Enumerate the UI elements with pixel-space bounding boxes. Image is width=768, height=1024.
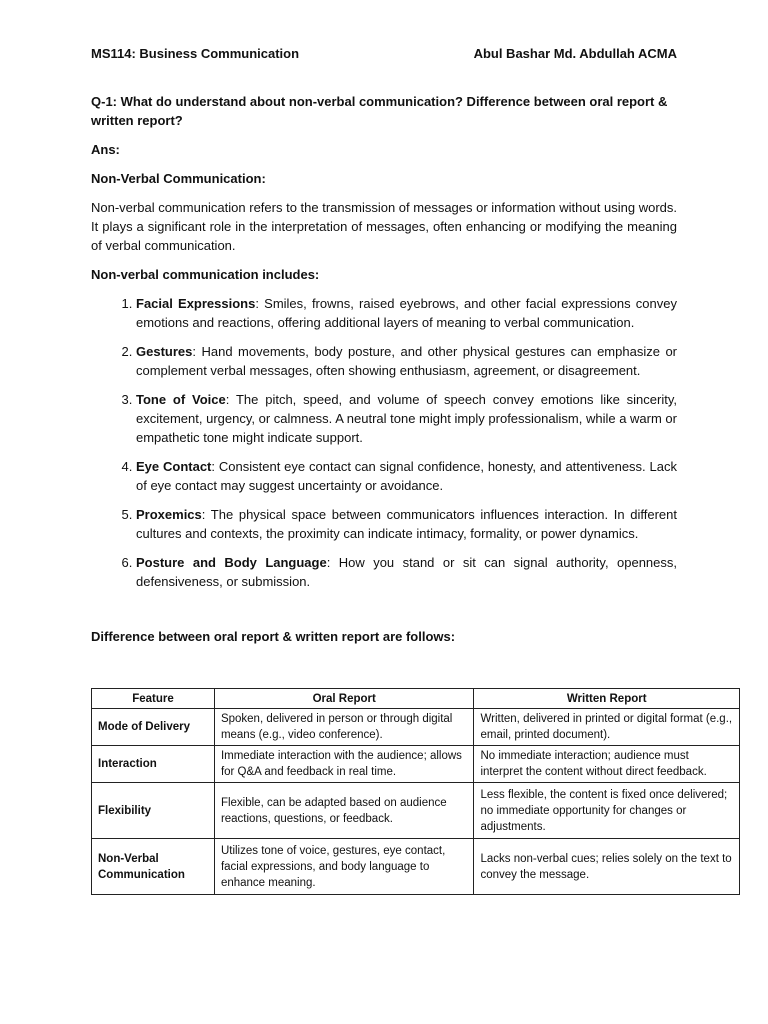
table-row <box>92 783 740 839</box>
list-item <box>136 342 677 380</box>
list-item <box>136 390 677 447</box>
list-item-desc: : How you stand or sit can signal authority, openness, defensiveness, or submission. <box>136 555 677 589</box>
list-item-term: Facial Expressions <box>136 296 256 311</box>
list-item <box>136 505 677 543</box>
oral-cell: Utilizes tone of voice, gestures, eye contact, facial expressions, and body language to enhance meaning. <box>214 839 474 895</box>
definition-paragraph: Non-verbal communication refers to the transmission of messages or information without using words. It plays a significant role in the interpretation of messages, often enhancing or modifying the meaning of verbal communication. <box>91 200 677 253</box>
list-item-desc: : Smiles, frowns, raised eyebrows, and other facial expressions convey emotions and reactions, offering additional layers of meaning to verbal communication. <box>136 296 677 330</box>
includes-heading: Non-verbal communication includes: <box>91 267 320 282</box>
question-text: Q-1: What do understand about non-verbal communication? Difference between oral report & written report? <box>91 94 668 128</box>
oral-cell: Spoken, delivered in person or through digital means (e.g., video conference). <box>214 709 474 746</box>
written-cell: Written, delivered in printed or digital format (e.g., email, printed document). <box>474 709 740 746</box>
table-row <box>92 746 740 783</box>
feature-cell: Flexibility <box>92 783 215 839</box>
feature-cell: Non-Verbal Communication <box>92 839 215 895</box>
header-feature: Feature <box>92 689 215 709</box>
list-item-term: Proxemics <box>136 507 202 522</box>
list-item-desc: : The pitch, speed, and volume of speech convey emotions like sincerity, excitement, urgency, or calmness. A neutral tone might imply professionalism, while a warm or empathetic tone might indicate support. <box>136 392 677 445</box>
course-title: MS114: Business Communication <box>91 46 300 61</box>
feature-cell: Mode of Delivery <box>92 709 215 746</box>
list-item-desc: : The physical space between communicators influences interaction. In different cultures and contexts, the proximity can indicate intimacy, formality, or power dynamics. <box>136 507 677 541</box>
oral-cell: Flexible, can be adapted based on audience reactions, questions, or feedback. <box>214 783 474 839</box>
comparison-table <box>91 688 740 895</box>
list-item-desc: : Consistent eye contact can signal confidence, honesty, and attentiveness. Lack of eye contact may suggest uncertainty or avoidance. <box>136 459 677 493</box>
list-item <box>136 294 677 332</box>
oral-cell: Immediate interaction with the audience; allows for Q&A and feedback in real time. <box>214 746 474 783</box>
written-cell: No immediate interaction; audience must interpret the content without direct feedback. <box>474 746 740 783</box>
table-row <box>92 709 740 746</box>
table-header-row <box>92 689 740 709</box>
list-item <box>136 553 677 591</box>
table-row <box>92 839 740 895</box>
author-name: Abul Bashar Md. Abdullah ACMA <box>473 46 677 61</box>
list-item-term: Eye Contact <box>136 459 212 474</box>
difference-heading: Difference between oral report & written report are follows: <box>91 629 456 644</box>
list-item-term: Gestures <box>136 344 193 359</box>
feature-cell: Interaction <box>92 746 215 783</box>
list-item <box>136 457 677 495</box>
answer-label: Ans: <box>91 142 120 157</box>
list-item-desc: : Hand movements, body posture, and other physical gestures can emphasize or complement verbal messages, often showing enthusiasm, agreement, or disagreement. <box>136 344 677 378</box>
nonverbal-list <box>91 294 677 591</box>
written-cell: Less flexible, the content is fixed once delivered; no immediate opportunity for changes or adjustments. <box>474 783 740 839</box>
list-item-term: Posture and Body Language <box>136 555 327 570</box>
list-item-term: Tone of Voice <box>136 392 226 407</box>
section-heading: Non-Verbal Communication: <box>91 171 266 186</box>
header-oral-report: Oral Report <box>214 689 474 709</box>
document-body <box>91 92 677 601</box>
header-written-report: Written Report <box>474 689 740 709</box>
written-cell: Lacks non-verbal cues; relies solely on the text to convey the message. <box>474 839 740 895</box>
